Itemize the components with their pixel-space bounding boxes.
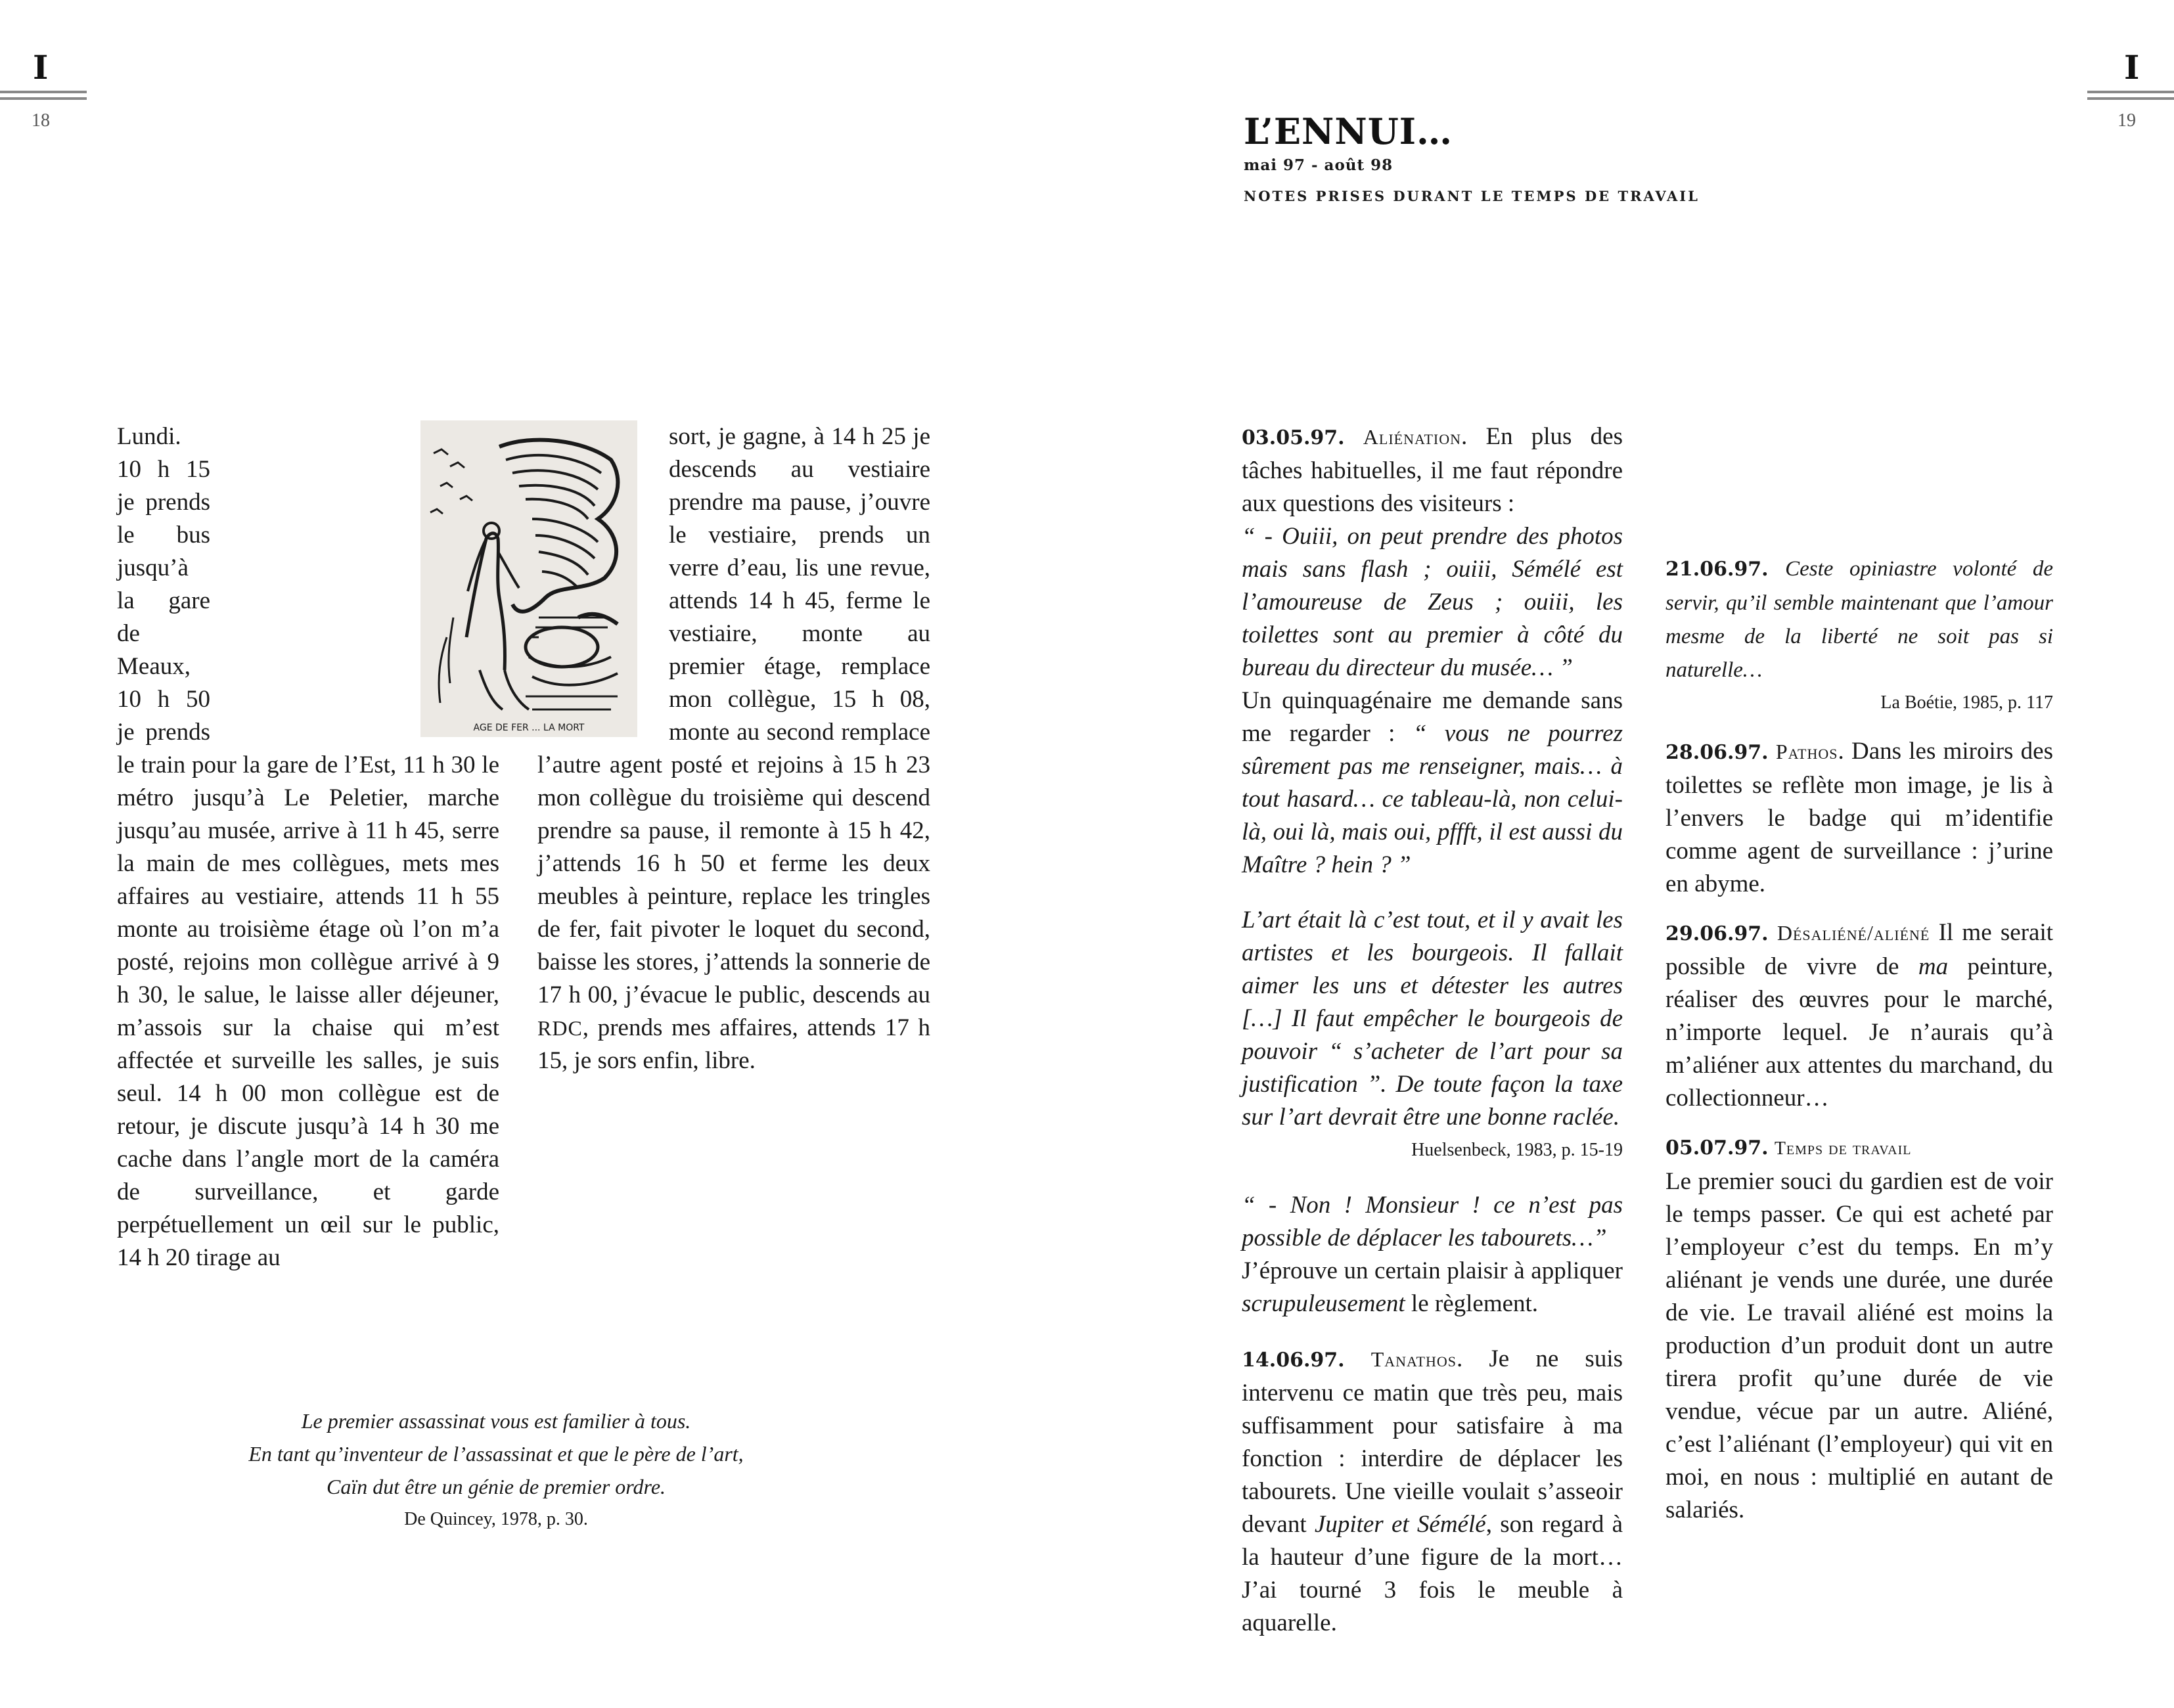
spacer: [1665, 1115, 2053, 1131]
entry-label: Aliénation: [1363, 425, 1461, 449]
entry-text-part: le règlement.: [1405, 1290, 1539, 1317]
rdc-abbr: RDC: [537, 1016, 583, 1040]
citation-text: L’art était là c’est tout, et il y avait les artistes et les bourgeois. Il fallait aimer les uns et détester les autres […] Il faut empêcher le bourgeois de pouvoir “ s’acheter de l’art pour sa justification ”. De toute façon la taxe sur l’art devrait être une bonne raclée.: [1242, 907, 1623, 1131]
entry-date: 29.06.97.: [1665, 922, 1769, 945]
visitor-question: [1242, 685, 1623, 882]
epigraph-line: Le premier assassinat vous est familier à tous.: [301, 1409, 691, 1433]
entry-21-06-97: [1665, 552, 2053, 686]
header-rule: [2087, 97, 2174, 100]
sketch-caption: AGE DE FER ... LA MORT: [473, 723, 585, 733]
entry-text: Un quinquagénaire me demande sans me regarder :: [1242, 687, 1623, 747]
entry-03-05-97: [1242, 420, 1623, 520]
notes-column-1: [1242, 420, 1623, 1640]
epigraph-line: En tant qu’inventeur de l’assassinat et que le père de l’art,: [248, 1442, 744, 1466]
entry-text-part: J’éprouve un certain plaisir à appliquer: [1242, 1257, 1623, 1284]
entry-text: , son regard à la hauteur d’une figure de la mort…J’ai tourné 3 fois le meuble à aquarelle.: [1242, 1511, 1623, 1636]
diary-text: Lundi. 10 h 15 je prends le bus jusqu’à la gare de Meaux, 10 h 50 je prends le train pour la gare de l’Est, 11 h 30 le métro jusqu’à Le Peletier, marche jusqu’au musée, arrive à 11 h 45, serre la main de mes collègues, mets mes affaires au vestiaire, attends 11 h 55 monte au troisième étage où l’on m’a posté, rejoins mon collègue arrivé à 9 h 30, le salue, le laisse aller déjeuner, m’assois sur la chaise qui m’est affectée et surveille les salles, je suis seul. 14 h 00 mon collègue est de retour, je discute jusqu’à 14 h 30 me cache dans l’angle mort de la caméra de surveillance, et garde perpétuellement un œil sur le public, 14 h 20 tirage au: [117, 423, 499, 1271]
spacer: [1665, 901, 2053, 916]
entry-date: 05.07.97.: [1665, 1136, 1769, 1159]
spacer: [1242, 1167, 1623, 1189]
entry-date: 21.06.97.: [1665, 558, 1769, 581]
header-rule: [0, 97, 87, 100]
entry-date: 14.06.97.: [1242, 1349, 1345, 1372]
entry-text: [1242, 1255, 1623, 1320]
epigraph-line: Caïn dut être un génie de premier ordre.: [326, 1475, 666, 1498]
entry-label: Désaliéné/aliéné: [1777, 921, 1930, 945]
visitor-quote: “ - Ouiii, on peut prendre des photos mais sans flash ; ouiii, Sémélé est l’amoureuse de Zeus ; ouiii, les toilettes sont au premier à côté du bureau du directeur du musée… ”: [1242, 523, 1623, 681]
notes-column-2-entries: [1665, 552, 2053, 1527]
float-spacer: [537, 420, 669, 737]
visitor-quote: “ vous ne pourrez sûrement pas me renseigner, mais… à tout hasard… ce tableau-là, non celui-là, oui là, mais oui, pffft, il est aussi du Maître ? hein ? ”: [1242, 720, 1623, 878]
page-number: 18: [32, 110, 50, 131]
entry-text: peinture, réaliser des œuvres pour le marché, n’importe lequel. Je n’aurais qu’à m’aliéner aux attentes du marchand, du collectionneur…: [1665, 953, 2053, 1112]
entry-28-06-97: [1665, 735, 2053, 901]
entry-text: . En plus des tâches habituelles, il me faut répondre aux questions des visiteurs :: [1242, 423, 1623, 517]
entry-text-emphasis: ma: [1918, 953, 1949, 980]
entry-text: . Je ne suis intervenu ce matin que très peu, mais suffisamment pour satisfaire à ma fonction : interdire de déplacer les tabourets. Une vieille voulait s’asseoir devant: [1242, 1345, 1623, 1538]
visitor-quote: “ - Non ! Monsieur ! ce n’est pas possible de déplacer les tabourets…”: [1242, 1192, 1623, 1251]
entry-05-07-97: [1665, 1131, 2053, 1165]
spacer: [1242, 882, 1623, 904]
header-rule: [0, 91, 87, 93]
chapter-mark: I: [2124, 48, 2140, 87]
entry-text-emphasis: scrupuleusement: [1242, 1290, 1405, 1317]
chapter-subtitle: NOTES PRISES DURANT LE TEMPS DE TRAVAIL: [1244, 188, 1700, 204]
chapter-dates: mai 97 - août 98: [1244, 156, 1393, 174]
chapter-title: L’ENNUI…: [1244, 110, 1453, 152]
header-rule: [2087, 91, 2174, 93]
entry-14-06-97: [1242, 1343, 1623, 1640]
spacer: [1665, 719, 2053, 735]
entry-text: Le premier souci du gardien est de voir le temps passer. Ce qui est acheté par l’employeur c’est du temps. En m’y aliénant je vends une durée, une durée de vie. Le travail aliéné est moins la production d’un produit dont un autre tirera profit qu’une durée de vie vendue, vécue par un autre. Aliéné, c’est l’aliénant (l’employeur) qui vit en moi, en nous : multiplié en autant de salariés.: [1665, 1168, 2053, 1523]
diary-text-2a: sort, je gagne, à 14 h 25 je descends au vestiaire prendre ma pause, j’ouvre le vestiaire, prends un verre d’eau, lis une revue, attends 14 h 45, ferme le vestiaire, monte au premier étage, remplace mon collègue, 15 h 08, monte au second remplace l’autre agent posté et rejoins à 15 h 23 mon collègue du troisième qui descend prendre sa pause, il remonte à 15 h 42, j’attends 16 h 50 et ferme les deux meubles à peinture, replace les tringles de fer, fait pivoter le loquet du second, baisse les stores, j’attends la sonnerie de 17 h 00, j’évacue le public, descends au: [537, 423, 930, 1008]
entry-29-06-97: [1665, 916, 2053, 1115]
entry-label: Temps de travail: [1774, 1138, 1912, 1159]
entry-text: Il me serait possible de vivre de: [1665, 919, 2053, 980]
diary-column-2: [537, 420, 930, 1077]
entry-date: 03.05.97.: [1242, 426, 1345, 449]
entry-label: Pathos: [1775, 740, 1838, 763]
diary-text-2b: , prends mes affaires, attends 17 h 15, je sors enfin, libre.: [537, 1014, 930, 1074]
artwork-title: Jupiter et Sémélé: [1314, 1511, 1486, 1538]
spacer: [1242, 1320, 1623, 1343]
citation-source: Huelsenbeck, 1983, p. 15-19: [1411, 1140, 1623, 1160]
right-page: [1087, 0, 2174, 1708]
entry-quote: Ceste opiniastre volonté de servir, qu’il semble maintenant que l’amour mesme de la liberté ne soit pas si naturelle…: [1665, 557, 2053, 682]
citation-source: La Boétie, 1985, p. 117: [1880, 692, 2053, 713]
epigraph-source: De Quincey, 1978, p. 30.: [404, 1509, 588, 1529]
page-number: 19: [2117, 110, 2136, 131]
chapter-mark: I: [33, 48, 49, 87]
epigraph: [112, 1405, 880, 1536]
entry-text: . Dans les miroirs des toilettes se reflète mon image, je lis à l’envers le badge qui m’identifie comme agent de surveillance : j’urine en abyme.: [1665, 738, 2053, 897]
entry-date: 28.06.97.: [1665, 741, 1769, 764]
entry-label: Tanathos: [1370, 1347, 1457, 1371]
